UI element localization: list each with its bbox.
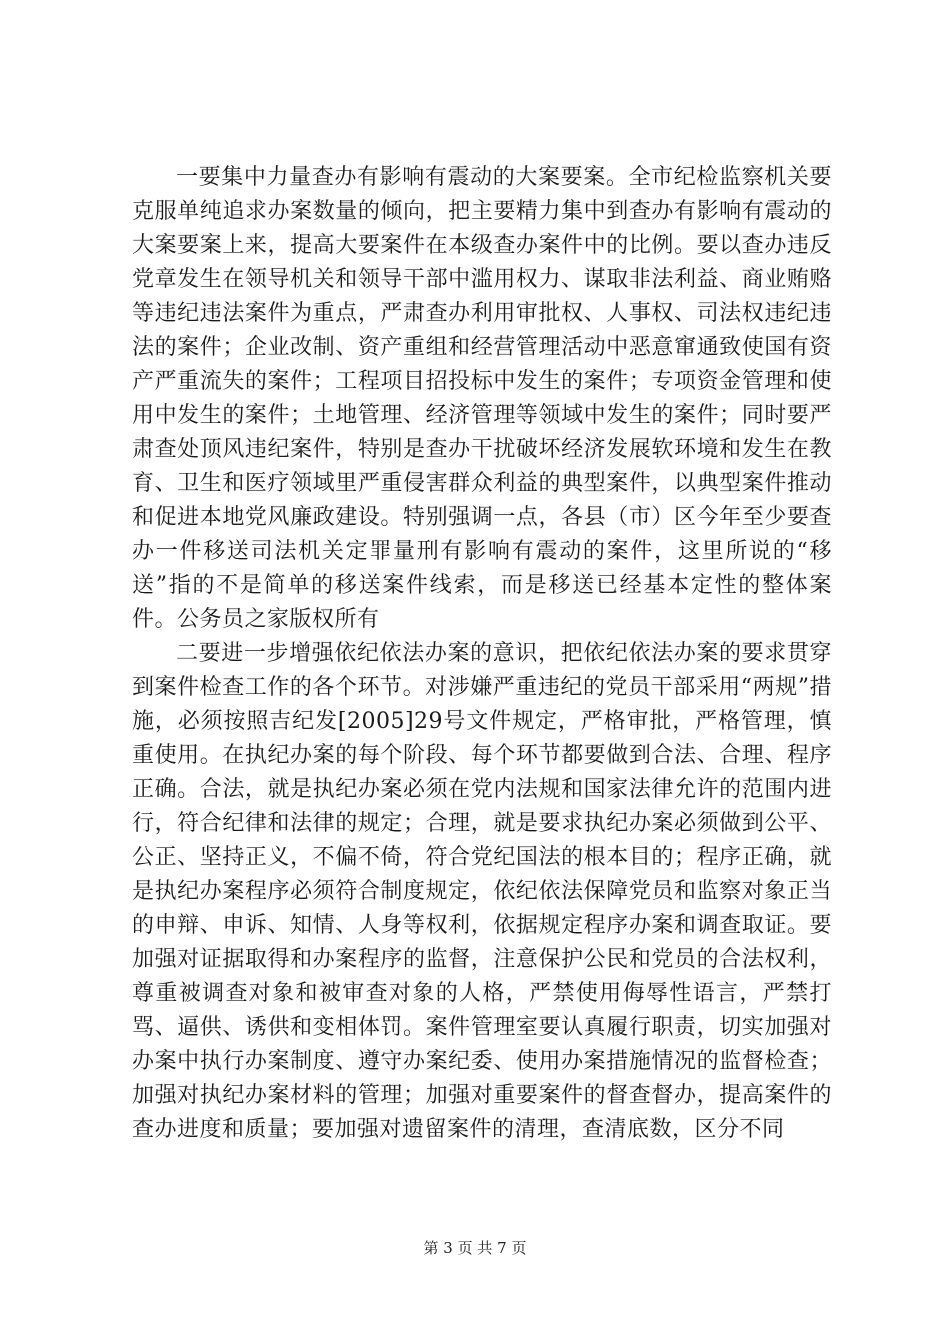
page-footer: 第 3 页 共 7 页 <box>423 1239 527 1257</box>
paragraph-1: 一要集中力量查办有影响有震动的大案要案。全市纪检监察机关要克服单纯追求办案数量的倾向，把主要精力集中到查办有影响有震动的大案要案上来，提高大要案件在本级查办案件中的比例。要以查办违反党章发生在领导机关和领导干部中滥用权力、谋取非法利益、商业贿赂等违纪违法案件为重点，严肃查办利用审批权、人事权、司法权违纪违法的案件；企业改制、资产重组和经营管理活动中恶意窜通致使国有资产严重流失的案件；工程项目招投标中发生的案件；专项资金管理和使用中发生的案件；土地管理、经济管理等领域中发生的案件；同时要严肃查处顶风违纪案件，特别是查办干扰破坏经济发展软环境和发生在教育、卫生和医疗领域里严重侵害群众利益的典型案件，以典型案件推动和促进本地党风廉政建设。特别强调一点，各县（市）区今年至少要查办一件移送司法机关定罪量刑有影响有震动的案件，这里所说的“移送”指的不是简单的移送案件线索，而是移送已经基本定性的整体案件。公务员之家版权所有 <box>132 165 832 632</box>
paragraph-2: 二要进一步增强依纪依法办案的意识，把依纪依法办案的要求贯穿到案件检查工作的各个环节。对涉嫌严重违纪的党员干部采用“两规”措施，必须按照吉纪发[2005]29号文件规定，严格审批，严格管理，慎重使用。在执纪办案的每个阶段、每个环节都要做到合法、合理、程序正确。合法，就是执纪办案必须在党内法规和国家法律允许的范围内进行，符合纪律和法律的规定；合理，就是要求执纪办案必须做到公平、公正、坚持正义，不偏不倚，符合党纪国法的根本目的；程序正确，就是执纪办案程序必须符合制度规定，依纪依法保障党员和监察对象正当的申辩、申诉、知情、人身等权利，依据规定程序办案和调查取证。要加强对证据取得和办案程序的监督，注意保护公民和党员的合法权利，尊重被调查对象和被审查对象的人格，严禁使用侮辱性语言，严禁打骂、逼供、诱供和变相体罚。案件管理室要认真履行职责，切实加强对办案中执行办案制度、遵守办案纪委、使用办案措施情况的监督检查；加强对执纪办案材料的管理；加强对重要案件的督查督办，提高案件的查办进度和质量；要加强对遗留案件的清理，查清底数，区分不同 <box>132 641 832 1142</box>
document-body <box>132 161 832 1147</box>
